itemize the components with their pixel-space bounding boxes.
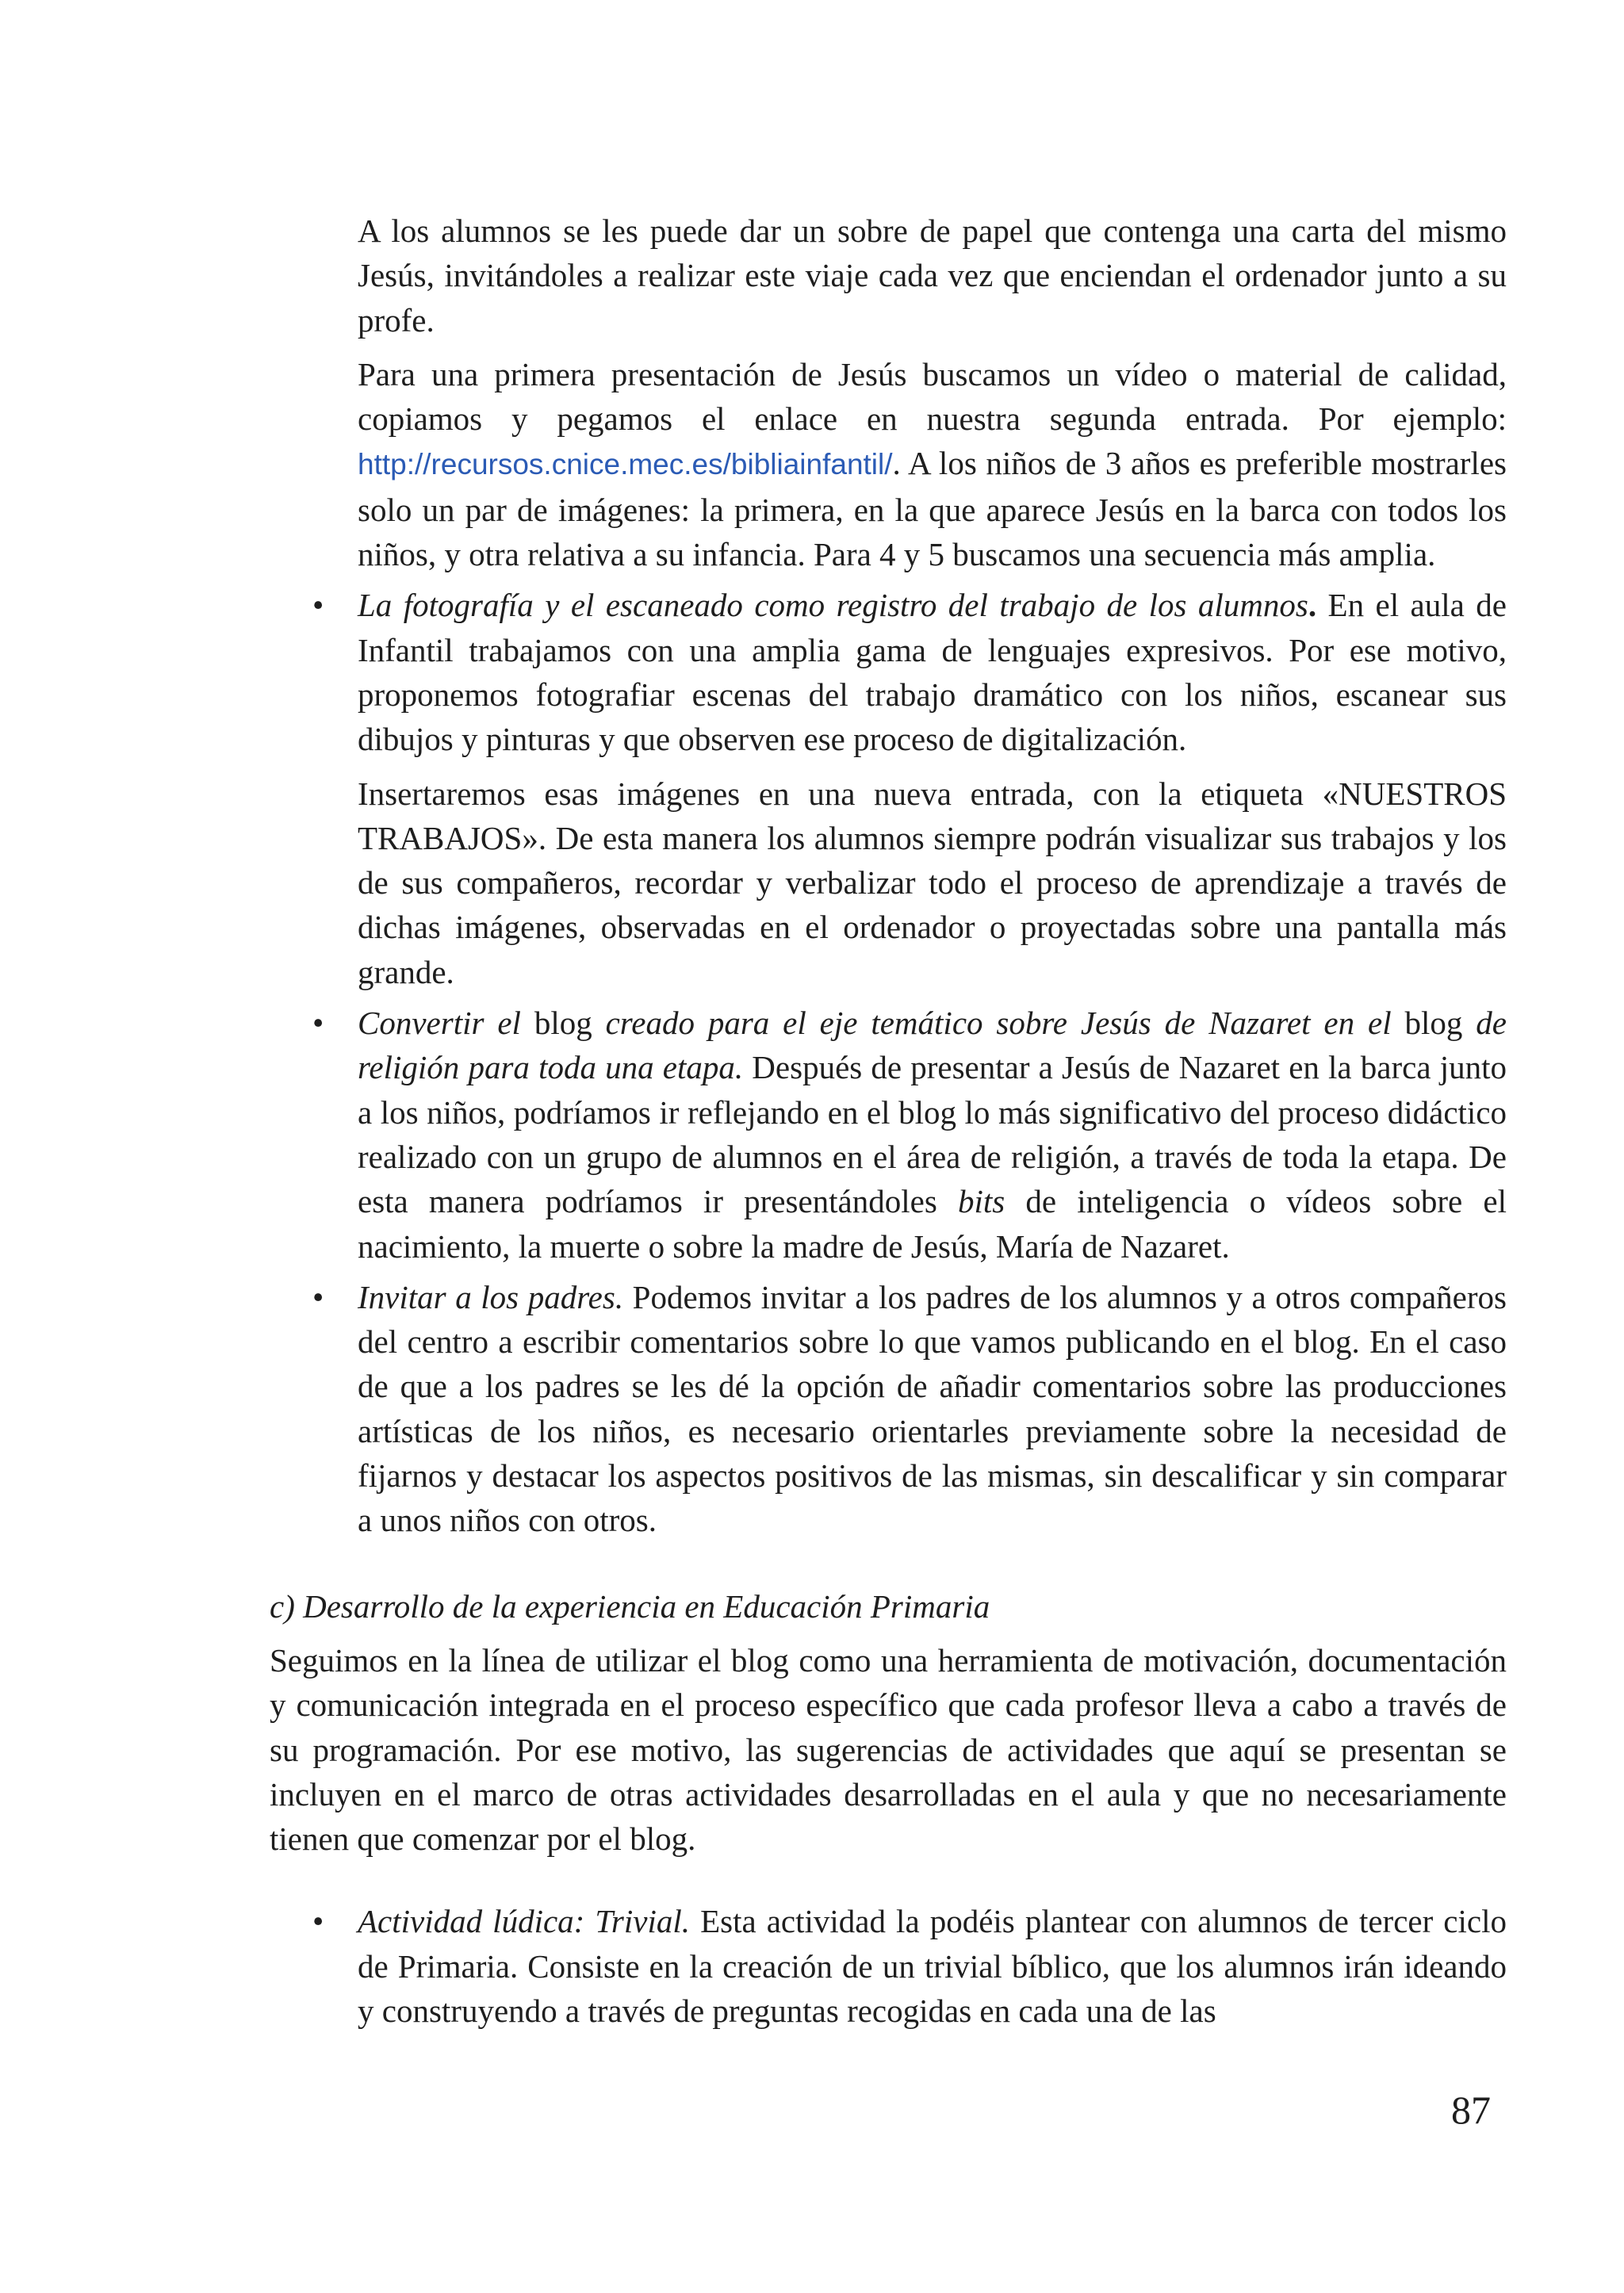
list-item-photography — [312, 583, 1507, 761]
list-item-title: de religión para toda una etapa. — [358, 1005, 1507, 1086]
list-item-text: En el aula de Infantil trabajamos con una amplia gama de lenguajes expresivos. Por ese motivo, proponemos fotografiar escenas del trabajo dramático con los niños, escanear sus dibujos y pinturas y que observen ese proceso de digitalización. — [358, 587, 1507, 758]
list-item-convert-blog — [312, 1001, 1507, 1269]
list-item-text: Después de presentar a Jesús de Nazaret en la barca junto a los niños, podríamos ir reflejando en el blog lo más significativo del proceso didáctico realizado con un grupo de alumnos en el área de religión, a través de toda la etapa. De esta manera podríamos ir presentándoles — [358, 1049, 1507, 1220]
bullet-icon: • — [312, 1903, 324, 1940]
list-item-title: Invitar a los padres. — [358, 1278, 624, 1315]
list-item-title: Convertir el — [358, 1005, 521, 1042]
list-item-invite-parents — [312, 1275, 1507, 1543]
list-item-text: blog — [1391, 1005, 1477, 1042]
page-number: 87 — [1451, 2088, 1491, 2132]
paragraph-our-works: Insertaremos esas imágenes en una nueva entrada, con la etiqueta «NUESTROS TRABAJOS». De esta manera los alumnos siempre podrán visualizar sus trabajos y los de sus compañeros, recordar y verbalizar todo el proceso de aprendizaje a través de dichas imágenes, observadas en el ordenador o proyectadas sobre una pantalla más grande. — [358, 775, 1507, 990]
bullet-icon: • — [312, 1005, 324, 1042]
paragraph-video-presentation — [358, 352, 1507, 576]
list-item-trivial — [312, 1899, 1507, 2033]
list-item-text: blog — [520, 1005, 606, 1042]
body-text — [270, 209, 1507, 2033]
paragraph-text: Para una primera presentación de Jesús buscamos un vídeo o material de calidad, copiamos y pegamos el enlace en nuestra segunda entrada. Por ejemplo: — [358, 355, 1507, 438]
list-item-text: de inteligencia o vídeos sobre el nacimiento, la muerte o sobre la madre de Jesús, María de Nazaret. — [358, 1183, 1507, 1265]
section-heading: c) Desarrollo de la experiencia en Educación Primaria — [270, 1587, 990, 1625]
paragraph-letter-to-students: A los alumnos se les puede dar un sobre de papel que contenga una carta del mismo Jesús, invitándoles a realizar este viaje cada vez que enciendan el ordenador junto a su profe. — [358, 212, 1507, 339]
resource-link[interactable]: http://recursos.cnice.mec.es/bibliainfantil/ — [358, 448, 893, 481]
paragraph-primary-education: Seguimos en la línea de utilizar el blog como una herramienta de motivación, documentación y comunicación integrada en el proceso específico que cada profesor lleva a cabo a través de su programación. Por ese motivo, las sugerencias de actividades que aquí se presentan se incluyen en el marco de otras actividades desarrolladas en el aula y que no necesariamente tienen que comenzar por el blog. — [270, 1641, 1507, 1858]
list-item-title: creado para el eje temático sobre Jesús de Nazaret en el — [605, 1005, 1392, 1042]
list-item-title: Actividad lúdica: Trivial. — [358, 1903, 690, 1940]
bullet-icon: • — [312, 587, 324, 624]
list-item-title: La fotografía y el escaneado como registro del trabajo de los alumnos — [358, 587, 1308, 624]
title-period: . — [1308, 587, 1317, 624]
italic-term: bits — [957, 1183, 1005, 1220]
list-item-text: Podemos invitar a los padres de los alumnos y a otros compañeros del centro a escribir comentarios sobre lo que vamos publicando en el blog. En el caso de que a los padres se les dé la opción de añadir comentarios sobre las producciones artísticas de los niños, es necesario orientarles previamente sobre la necesidad de fijarnos y destacar los aspectos positivos de las mismas, sin descalificar y sin comparar a unos niños con otros. — [358, 1278, 1507, 1539]
paragraph-text: . A los niños de 3 años es preferible mostrarles solo un par de imágenes: la primera, en la que aparece Jesús en la barca con todos los niños, y otra relativa a su infancia. Para 4 y 5 buscamos una secuencia más amplia. — [358, 445, 1507, 573]
bullet-icon: • — [312, 1278, 324, 1315]
list-item-text: Esta actividad la podéis plantear con alumnos de tercer ciclo de Primaria. Consiste en la creación de un trivial bíblico, que los alumnos irán ideando y construyendo a través de preguntas recogidas en cada una de las — [358, 1903, 1507, 2029]
